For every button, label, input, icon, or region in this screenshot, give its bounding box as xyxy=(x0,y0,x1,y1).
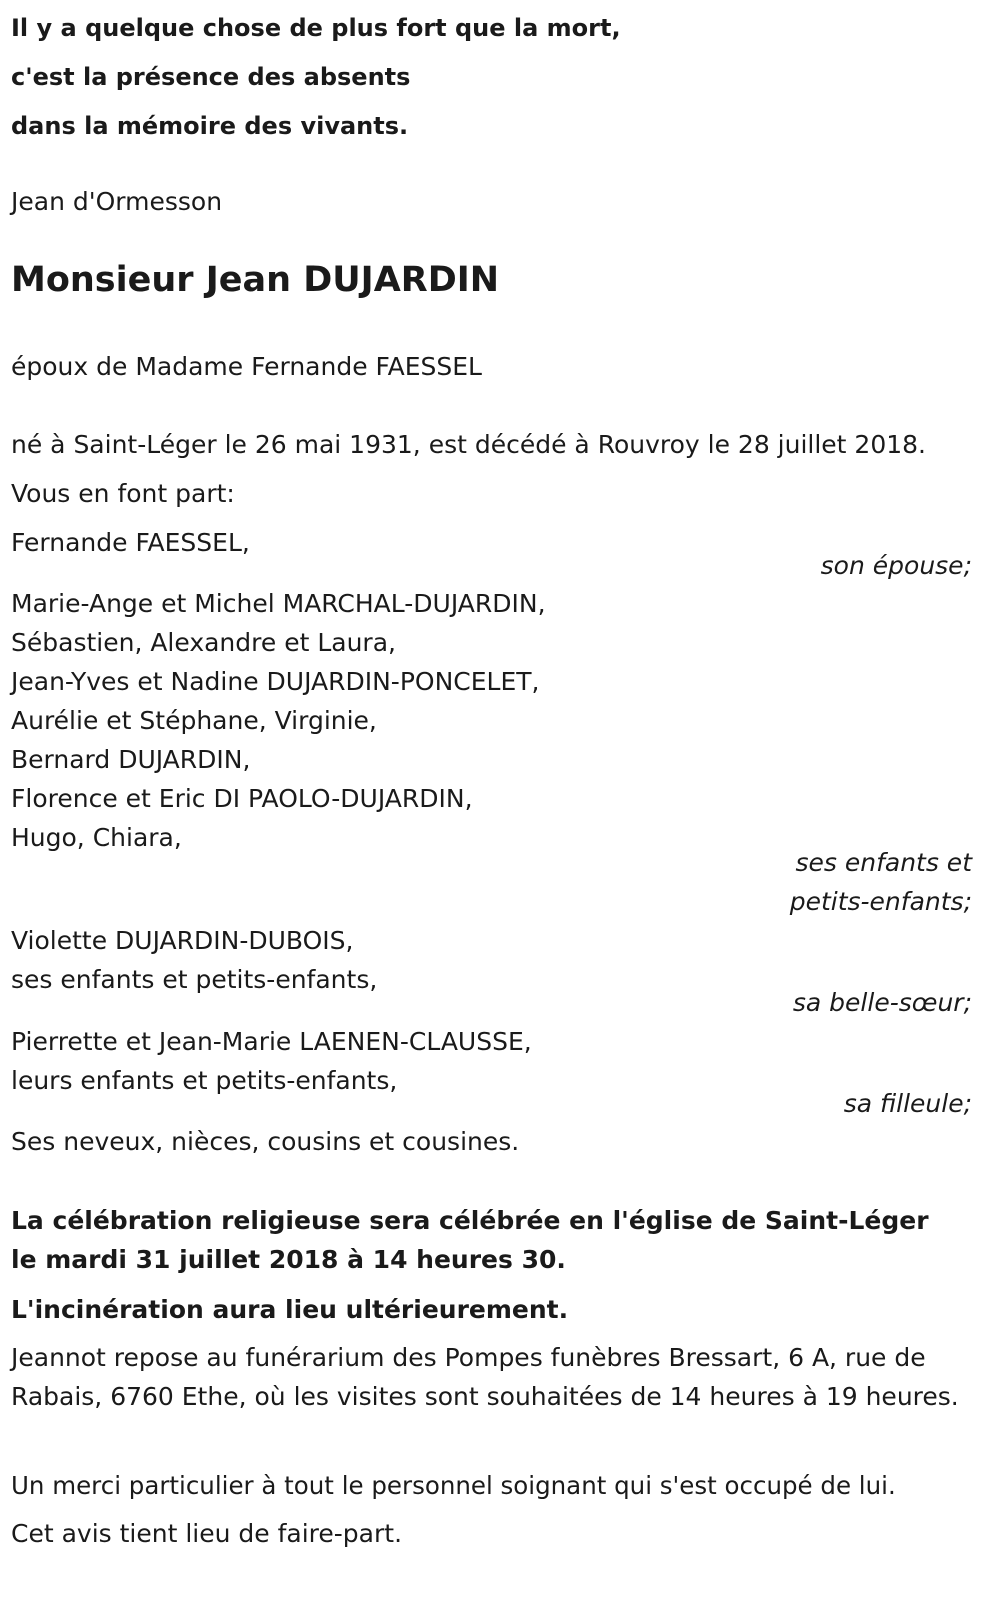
family-group-children xyxy=(11,584,972,857)
quote-line: Il y a quelque chose de plus fort que la mort, xyxy=(11,14,621,42)
family-name-line: Marie-Ange et Michel MARCHAL-DUJARDIN, xyxy=(11,589,546,618)
family-name-line: leurs enfants et petits-enfants, xyxy=(11,1066,398,1095)
relation-line: sa belle-sœur; xyxy=(792,988,972,1017)
quote-line: dans la mémoire des vivants. xyxy=(11,112,409,140)
birth-death-line: né à Saint-Léger le 26 mai 1931, est décédé à Rouvroy le 28 juillet 2018. xyxy=(11,430,927,459)
celebration-text: La célébration religieuse sera célébrée en l'église de Saint-Léger le mardi 31 juillet 2018 à 14 heures 30. xyxy=(11,1206,929,1274)
family-name-line: ses enfants et petits-enfants, xyxy=(11,965,378,994)
family-name-line: Bernard DUJARDIN, xyxy=(11,745,251,774)
deceased-name: Monsieur Jean DUJARDIN xyxy=(11,260,500,300)
family-group-goddaughter xyxy=(11,1022,972,1100)
family-name-line: Jean-Yves et Nadine DUJARDIN-PONCELET, xyxy=(11,667,540,696)
relation-line: sa filleule; xyxy=(843,1089,972,1118)
spouse-line: époux de Madame Fernande FAESSEL xyxy=(11,352,482,381)
family-name-line: Hugo, Chiara, xyxy=(11,823,182,852)
relation-label xyxy=(821,546,972,585)
family-name-line: Pierrette et Jean-Marie LAENEN-CLAUSSE, xyxy=(11,1027,532,1056)
announcement-intro: Vous en font part: xyxy=(11,479,235,508)
relation-label xyxy=(793,983,972,1022)
relation-line: son épouse; xyxy=(820,551,972,580)
family-name-line: Sébastien, Alexandre et Laura, xyxy=(11,628,396,657)
thanks-text: Un merci particulier à tout le personnel soignant qui s'est occupé de lui. xyxy=(11,1471,896,1500)
family-name-line: Aurélie et Stéphane, Virginie, xyxy=(11,706,377,735)
notice-text: Cet avis tient lieu de faire-part. xyxy=(11,1519,403,1548)
incineration-text: L'incinération aura lieu ultérieurement. xyxy=(11,1295,569,1324)
relation-label xyxy=(790,843,972,921)
epigraph-quote xyxy=(11,4,972,151)
relation-label xyxy=(844,1084,972,1123)
quote-author: Jean d'Ormesson xyxy=(11,187,223,216)
family-name-line: Violette DUJARDIN-DUBOIS, xyxy=(11,926,354,955)
family-name-line: Florence et Eric DI PAOLO-DUJARDIN, xyxy=(11,784,473,813)
visitation-text: Jeannot repose au funérarium des Pompes funèbres Bressart, 6 A, rue de Rabais, 6760 Ethe, où les visites sont souhaitées de 14 heures à 19 heures. xyxy=(11,1343,959,1411)
relation-line: petits-enfants; xyxy=(789,887,972,916)
quote-line: c'est la présence des absents xyxy=(11,63,411,91)
other-relatives: Ses neveux, nièces, cousins et cousines. xyxy=(11,1127,520,1156)
relation-line: ses enfants et xyxy=(795,848,972,877)
family-name-line: Fernande FAESSEL, xyxy=(11,528,250,557)
